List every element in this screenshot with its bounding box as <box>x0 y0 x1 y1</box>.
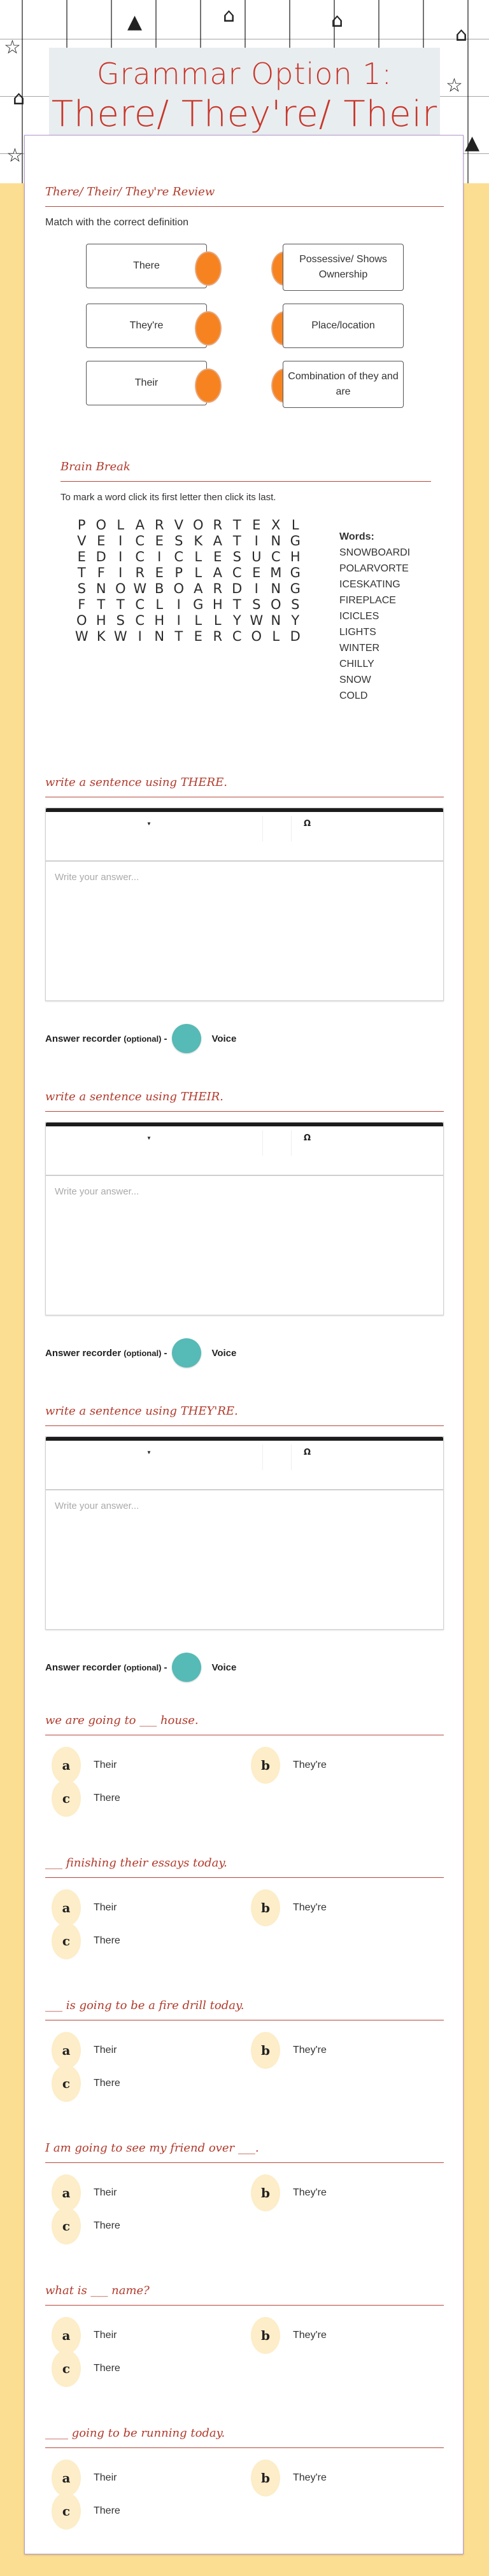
match-connector-dot[interactable] <box>195 368 222 403</box>
page-title-line2: There/ They're/ Their <box>51 94 438 135</box>
option-b[interactable] <box>251 2317 327 2354</box>
word-list-item: SNOW <box>339 675 371 685</box>
question-title: what is ___ name? <box>45 2284 444 2306</box>
word-search-letter[interactable]: L <box>213 613 222 628</box>
match-def-place[interactable]: Place/location <box>283 304 404 348</box>
option-letter-badge: c <box>52 1922 81 1959</box>
question-title: ___ is going to be a fire drill today. <box>45 1999 444 2020</box>
open-response-their <box>45 1090 444 1389</box>
match-term-their[interactable]: Their <box>86 361 207 405</box>
match-term-there[interactable]: There <box>86 244 207 288</box>
option-letter-badge: b <box>251 1889 280 1926</box>
option-letter-badge: a <box>52 1889 81 1926</box>
option-label: They're <box>293 2045 327 2055</box>
option-a[interactable] <box>52 2460 117 2496</box>
word-search-letter[interactable]: G <box>290 581 301 596</box>
word-search-letter[interactable]: E <box>252 517 261 533</box>
format-dropdown-caret-icon[interactable]: ▼ <box>146 1135 152 1141</box>
option-label: There <box>94 2505 120 2516</box>
word-search-letter[interactable]: L <box>117 517 125 533</box>
question-title: write a sentence using THERE. <box>45 776 444 797</box>
recorder-mode: Voice <box>211 1033 237 1044</box>
option-label: Their <box>94 1902 117 1913</box>
word-search-letter[interactable]: O <box>270 597 281 612</box>
recorder-optional: (optional) <box>124 1033 162 1044</box>
word-search-section <box>60 460 431 701</box>
word-search-letter[interactable]: S <box>174 533 183 549</box>
word-search-letter[interactable]: O <box>192 517 204 533</box>
option-letter-badge: c <box>52 1780 81 1817</box>
word-list-item: POLARVORTE <box>339 563 409 574</box>
match-connector-dot[interactable] <box>195 251 222 286</box>
recorder-label: Answer recorder <box>45 1347 122 1359</box>
toolbar-divider <box>262 1445 263 1470</box>
match-row <box>45 244 444 295</box>
word-search-letter[interactable]: A <box>194 581 203 596</box>
toolbar-divider <box>262 816 263 841</box>
option-label: They're <box>293 1902 327 1913</box>
word-search-letter[interactable]: K <box>194 533 203 549</box>
multiple-choice-question <box>45 2426 444 2554</box>
option-c[interactable] <box>52 2208 120 2244</box>
option-c[interactable] <box>52 2350 120 2387</box>
recorder-label: Answer recorder <box>45 1033 122 1044</box>
house-doodle-icon: ⌂ <box>223 4 236 27</box>
house-doodle-icon: ⌂ <box>331 10 344 32</box>
word-search-instruction: To mark a word click its first letter then click its last. <box>60 492 276 503</box>
record-voice-button[interactable] <box>172 1653 201 1682</box>
option-label: Their <box>94 2045 117 2055</box>
option-label: They're <box>293 1760 327 1770</box>
match-def-possessive[interactable]: Possessive/ Shows Ownership <box>283 244 404 291</box>
question-title: we are going to ___ house. <box>45 1714 444 1735</box>
record-voice-button[interactable] <box>172 1338 201 1368</box>
format-dropdown-caret-icon[interactable]: ▼ <box>146 1450 152 1455</box>
match-def-combination[interactable]: Combination of they and are <box>283 361 404 408</box>
option-letter-badge: b <box>251 2032 280 2069</box>
answer-textarea[interactable]: Write your answer... <box>55 1186 139 1197</box>
rich-text-editor <box>45 1122 444 1315</box>
word-search-letter[interactable]: E <box>155 533 164 549</box>
toolbar-divider <box>262 1130 263 1156</box>
option-a[interactable] <box>52 2032 117 2069</box>
option-label: Their <box>94 1760 117 1770</box>
word-search-letter[interactable]: H <box>154 613 165 628</box>
multiple-choice-question <box>45 1714 444 1841</box>
multiple-choice-question <box>45 1856 444 1984</box>
word-search-letter[interactable]: T <box>174 629 183 644</box>
word-search-letter[interactable]: C <box>135 613 145 628</box>
matching-section <box>45 185 444 395</box>
word-search-letter[interactable]: U <box>252 549 262 564</box>
toolbar-divider <box>291 1445 292 1470</box>
word-search-letter[interactable]: C <box>135 549 145 564</box>
option-letter-badge: a <box>52 2460 81 2496</box>
word-list-item: ICICLES <box>339 611 379 622</box>
word-search-letter[interactable]: W <box>113 629 127 644</box>
star-doodle-icon: ☆ <box>4 36 21 59</box>
word-search-letter[interactable]: B <box>155 581 164 596</box>
option-label: Their <box>94 2330 117 2341</box>
format-dropdown-caret-icon[interactable]: ▼ <box>146 821 152 827</box>
word-search-letter[interactable]: C <box>135 597 145 612</box>
option-c[interactable] <box>52 2065 120 2102</box>
option-label: There <box>94 2363 120 2374</box>
answer-textarea[interactable]: Write your answer... <box>55 872 139 883</box>
question-title: write a sentence using THEY'RE. <box>45 1404 444 1426</box>
tree-doodle-icon: ▲ <box>465 132 480 154</box>
word-search-row <box>72 533 305 549</box>
word-search-letter[interactable]: T <box>116 597 125 612</box>
recorder-mode: Voice <box>211 1662 237 1673</box>
word-list-item: WINTER <box>339 643 380 654</box>
word-search-row <box>72 517 305 533</box>
word-search-letter[interactable]: M <box>270 565 282 580</box>
star-doodle-icon: ☆ <box>446 74 463 97</box>
recorder-label: Answer recorder <box>45 1662 122 1673</box>
option-c[interactable] <box>52 2493 120 2530</box>
word-search-letter[interactable]: Y <box>291 613 300 628</box>
option-letter-badge: c <box>52 2350 81 2387</box>
question-title: I am going to see my friend over ___. <box>45 2141 444 2163</box>
match-connector-dot[interactable] <box>195 311 222 346</box>
toolbar-divider <box>291 1130 292 1156</box>
recorder-dash: - <box>164 1662 167 1673</box>
option-a[interactable] <box>52 2317 117 2354</box>
word-search-letter[interactable]: N <box>271 581 281 596</box>
word-search-letter[interactable]: E <box>77 549 86 564</box>
word-search-letter[interactable]: C <box>174 549 184 564</box>
word-search-letter[interactable]: N <box>271 533 281 549</box>
word-search-letter[interactable]: I <box>118 533 123 549</box>
word-search-letter[interactable]: I <box>157 549 162 564</box>
option-label: There <box>94 2220 120 2231</box>
word-search-letter[interactable]: I <box>138 629 142 644</box>
word-search-row <box>72 597 305 613</box>
option-label: Their <box>94 2187 117 2198</box>
section-title: There/ Their/ They're Review <box>45 185 444 207</box>
word-search-letter[interactable]: T <box>232 597 241 612</box>
word-search-letter[interactable]: S <box>291 597 300 612</box>
word-search-letter[interactable]: C <box>135 533 145 549</box>
option-b[interactable] <box>251 2174 327 2211</box>
option-label: They're <box>293 2330 327 2341</box>
section-title: Brain Break <box>60 460 431 482</box>
option-label: They're <box>293 2472 327 2483</box>
open-response-theyre <box>45 1404 444 1704</box>
option-label: There <box>94 2078 120 2089</box>
word-search-row <box>72 629 305 645</box>
word-list-item: ICESKATING <box>339 579 400 590</box>
word-search-letter[interactable]: I <box>176 613 181 628</box>
word-list <box>339 529 410 704</box>
word-search-letter[interactable]: E <box>155 565 164 580</box>
word-list-item: CHILLY <box>339 659 374 669</box>
answer-textarea[interactable]: Write your answer... <box>55 1501 139 1511</box>
word-search-letter[interactable]: O <box>173 581 185 596</box>
word-search-letter[interactable]: R <box>213 517 223 533</box>
recorder-dash: - <box>164 1347 167 1359</box>
word-search-letter[interactable]: N <box>96 581 106 596</box>
word-search-letter[interactable]: R <box>213 581 223 596</box>
word-search-row <box>72 581 305 597</box>
word-search-letter[interactable]: O <box>96 517 107 533</box>
matching-instruction: Match with the correct definition <box>45 217 188 228</box>
option-b[interactable] <box>251 2032 327 2069</box>
word-search-letter[interactable]: O <box>251 629 262 644</box>
word-search-letter[interactable]: P <box>174 565 183 580</box>
word-search-row <box>72 549 305 565</box>
word-search-letter[interactable]: S <box>232 549 241 564</box>
multiple-choice-question <box>45 2141 444 2269</box>
word-search-letter[interactable]: H <box>96 613 106 628</box>
option-a[interactable] <box>52 1889 117 1926</box>
word-search-letter[interactable]: T <box>77 565 86 580</box>
editor-toolbar <box>46 1126 443 1176</box>
option-c[interactable] <box>52 1780 120 1817</box>
word-search-letter[interactable]: G <box>290 565 301 580</box>
recorder-optional: (optional) <box>124 1662 162 1672</box>
special-character-icon[interactable]: Ω <box>304 1448 311 1457</box>
word-search-row <box>72 613 305 629</box>
word-search-letter[interactable]: W <box>250 613 264 628</box>
word-search-letter[interactable]: R <box>213 629 223 644</box>
option-letter-badge: c <box>52 2493 81 2530</box>
word-search-letter[interactable]: A <box>135 517 145 533</box>
word-list-item: LIGHTS <box>339 627 376 638</box>
special-character-icon[interactable]: Ω <box>304 819 311 829</box>
tree-doodle-icon: ▲ <box>127 11 143 33</box>
word-search-letter[interactable]: V <box>174 517 183 533</box>
recorder-dash: - <box>164 1033 167 1044</box>
word-list-header: Words: <box>339 531 374 542</box>
word-search-letter[interactable]: G <box>290 533 301 549</box>
option-letter-badge: a <box>52 2317 81 2354</box>
word-search-letter[interactable]: E <box>252 565 261 580</box>
word-search-letter[interactable]: N <box>271 613 281 628</box>
word-search-grid[interactable] <box>72 517 305 645</box>
option-letter-badge: c <box>52 2208 81 2244</box>
answer-recorder <box>45 1024 236 1053</box>
answer-recorder <box>45 1653 236 1682</box>
word-search-letter[interactable]: O <box>115 581 126 596</box>
word-search-letter[interactable]: G <box>193 597 204 612</box>
word-search-letter[interactable]: C <box>232 629 242 644</box>
editor-toolbar <box>46 1441 443 1490</box>
word-search-letter[interactable]: R <box>154 517 164 533</box>
word-search-letter[interactable]: O <box>76 613 87 628</box>
word-search-letter[interactable]: W <box>74 629 89 644</box>
word-search-letter[interactable]: R <box>135 565 145 580</box>
word-search-letter[interactable]: I <box>176 597 181 612</box>
option-letter-badge: c <box>52 2065 81 2102</box>
word-search-letter[interactable]: L <box>194 549 202 564</box>
word-search-letter[interactable]: D <box>232 581 243 596</box>
word-search-letter[interactable]: D <box>96 549 106 564</box>
word-search-letter[interactable]: C <box>232 565 242 580</box>
question-title: write a sentence using THEIR. <box>45 1090 444 1112</box>
word-list-item: FIREPLACE <box>339 595 396 606</box>
open-response-there <box>45 776 444 1075</box>
word-search-letter[interactable]: S <box>77 581 86 596</box>
word-search-letter[interactable]: V <box>77 533 87 549</box>
word-search-letter[interactable]: W <box>133 581 147 596</box>
house-doodle-icon: ⌂ <box>13 87 25 109</box>
word-search-letter[interactable]: H <box>290 549 301 564</box>
word-search-letter[interactable]: S <box>252 597 261 612</box>
word-search-letter[interactable]: F <box>78 597 86 612</box>
recorder-mode: Voice <box>211 1347 237 1359</box>
option-letter-badge: a <box>52 2174 81 2211</box>
word-search-letter[interactable]: A <box>213 533 222 549</box>
editor-toolbar <box>46 812 443 862</box>
option-b[interactable] <box>251 1889 327 1926</box>
option-letter-badge: a <box>52 1747 81 1784</box>
option-label: They're <box>293 2187 327 2198</box>
multiple-choice-question <box>45 2284 444 2411</box>
option-label: There <box>94 1935 120 1946</box>
word-search-letter[interactable]: I <box>118 565 123 580</box>
recorder-optional: (optional) <box>124 1348 162 1358</box>
rich-text-editor <box>45 808 444 1001</box>
multiple-choice-question <box>45 1999 444 2126</box>
option-label: There <box>94 1793 120 1803</box>
match-term-theyre[interactable]: They're <box>86 304 207 348</box>
word-search-letter[interactable]: L <box>291 517 299 533</box>
match-row <box>45 361 444 412</box>
word-search-letter[interactable]: T <box>97 597 106 612</box>
rich-text-editor <box>45 1436 444 1630</box>
word-search-letter[interactable]: T <box>232 533 241 549</box>
page-title-line1: Grammar Option 1: <box>97 57 392 91</box>
word-search-letter[interactable]: I <box>254 533 259 549</box>
star-doodle-icon: ☆ <box>6 144 24 167</box>
word-search-letter[interactable]: C <box>271 549 281 564</box>
word-search-letter[interactable]: L <box>194 565 202 580</box>
special-character-icon[interactable]: Ω <box>304 1133 311 1143</box>
word-search-letter[interactable]: S <box>116 613 125 628</box>
word-list-item: COLD <box>339 690 368 701</box>
word-search-letter[interactable]: D <box>290 629 301 644</box>
word-search-row <box>72 565 305 581</box>
option-b[interactable] <box>251 2460 327 2496</box>
option-label: Their <box>94 2472 117 2483</box>
word-search-letter[interactable]: E <box>194 629 202 644</box>
option-letter-badge: b <box>251 1747 280 1784</box>
record-voice-button[interactable] <box>172 1024 201 1053</box>
word-search-letter[interactable]: L <box>272 629 280 644</box>
option-letter-badge: a <box>52 2032 81 2069</box>
word-search-letter[interactable]: N <box>154 629 165 644</box>
word-search-letter[interactable]: H <box>212 597 223 612</box>
word-search-letter[interactable]: K <box>96 629 106 644</box>
question-title: ____ going to be running today. <box>45 2426 444 2448</box>
match-row <box>45 304 444 354</box>
option-letter-badge: b <box>251 2174 280 2211</box>
question-title: ___ finishing their essays today. <box>45 1856 444 1878</box>
word-search-letter[interactable]: F <box>97 565 105 580</box>
word-search-letter[interactable]: L <box>194 613 202 628</box>
word-search-letter[interactable]: L <box>155 597 164 612</box>
option-b[interactable] <box>251 1747 327 1784</box>
word-search-letter[interactable]: T <box>232 517 241 533</box>
word-search-letter[interactable]: P <box>77 517 86 533</box>
answer-recorder <box>45 1338 236 1368</box>
house-doodle-icon: ⌂ <box>455 24 468 46</box>
option-a[interactable] <box>52 2174 117 2211</box>
word-search-letter[interactable]: X <box>271 517 281 533</box>
word-search-letter[interactable]: E <box>213 549 222 564</box>
word-search-letter[interactable]: Y <box>232 613 241 628</box>
option-a[interactable] <box>52 1747 117 1784</box>
worksheet-card <box>24 135 464 2554</box>
option-letter-badge: b <box>251 2317 280 2354</box>
toolbar-divider <box>291 816 292 841</box>
word-list-item: SNOWBOARDI <box>339 547 411 558</box>
option-c[interactable] <box>52 1922 120 1959</box>
word-search-letter[interactable]: I <box>254 581 259 596</box>
word-search-letter[interactable]: E <box>97 533 106 549</box>
word-search-letter[interactable]: A <box>213 565 222 580</box>
word-search-letter[interactable]: I <box>118 549 123 564</box>
option-letter-badge: b <box>251 2460 280 2496</box>
